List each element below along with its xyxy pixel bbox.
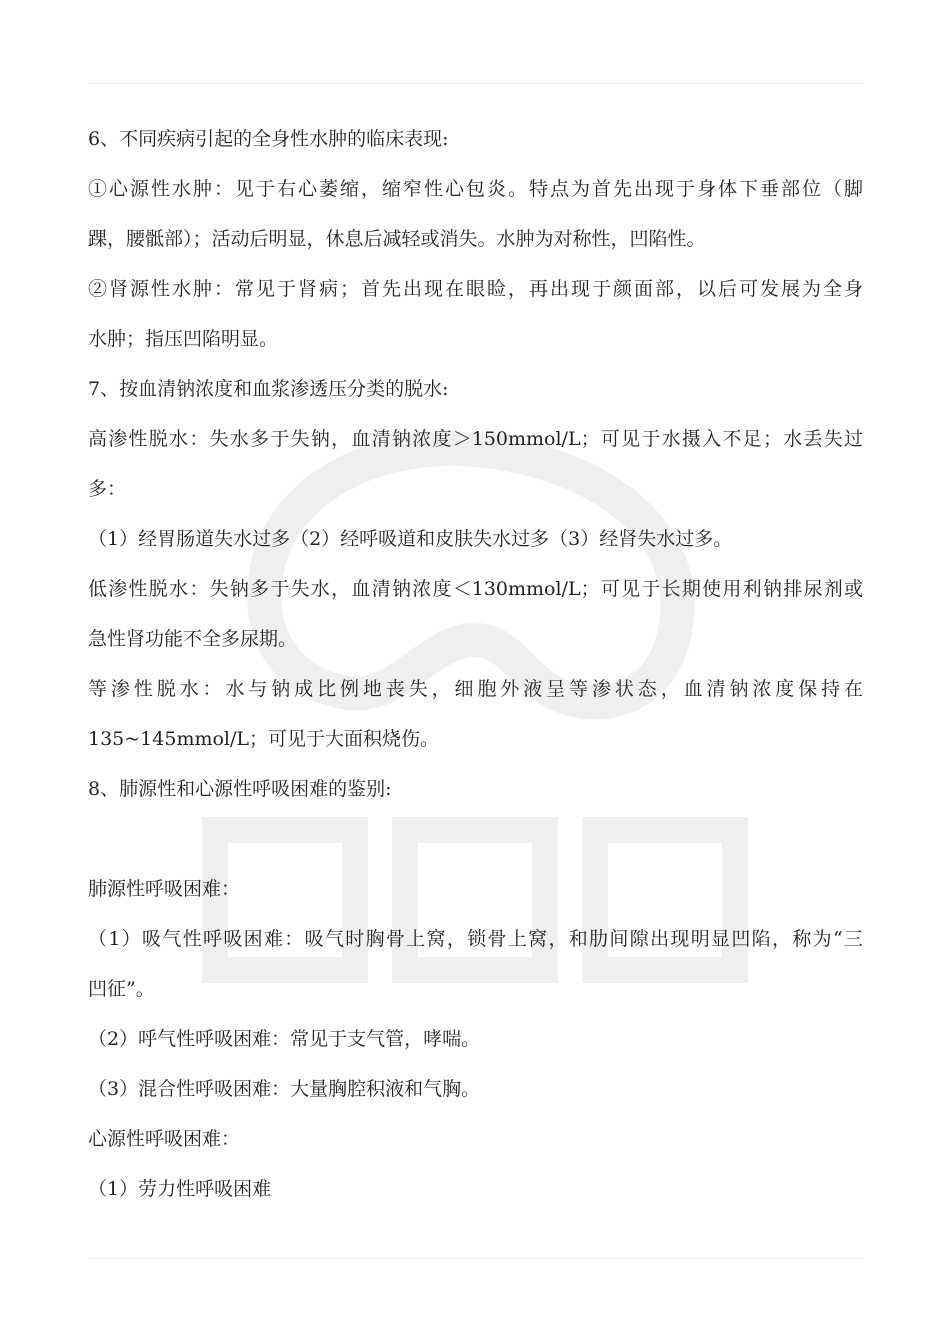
paragraph-line: （2）呼气性呼吸困难：常见于支气管，哮喘。	[88, 1028, 481, 1050]
heading-dyspnea: 8、肺源性和心源性呼吸困难的鉴别:	[88, 778, 392, 800]
paragraph-line: 水肿；指压凹陷明显。	[88, 328, 279, 350]
paragraph-line: 低渗性脱水：失钠多于失水，血清钠浓度＜130mmol/L；可见于长期使用利钠排尿剂或	[88, 578, 863, 600]
subheading-pulmonary: 肺源性呼吸困难：	[88, 878, 241, 900]
paragraph-line: 踝，腰骶部）；活动后明显，休息后减轻或消失。水肿为对称性，凹陷性。	[88, 228, 706, 250]
document-body	[88, 114, 863, 1214]
heading-dehydration: 7、按血清钠浓度和血浆渗透压分类的脱水:	[88, 378, 449, 400]
paragraph-line: ②肾源性水肿：常见于肾病；首先出现在眼睑，再出现于颜面部，以后可发展为全身	[88, 278, 863, 300]
heading-edema: 6、不同疾病引起的全身性水肿的临床表现:	[88, 128, 449, 150]
paragraph-line: （1）劳力性呼吸困难	[88, 1178, 272, 1200]
paragraph-line: 高渗性脱水：失水多于失钠，血清钠浓度＞150mmol/L；可见于水摄入不足；水丢失过	[88, 428, 863, 450]
paragraph-line: ①心源性水肿：见于右心萎缩，缩窄性心包炎。特点为首先出现于身体下垂部位（脚	[88, 178, 863, 200]
subheading-cardiac: 心源性呼吸困难：	[88, 1128, 241, 1150]
blank-line	[88, 814, 863, 864]
paragraph-line: 急性肾功能不全多尿期。	[88, 628, 298, 650]
paragraph-line: 凹征”。	[88, 978, 155, 1000]
paragraph-line: 等渗性脱水：水与钠成比例地丧失，细胞外液呈等渗状态，血清钠浓度保持在	[88, 678, 863, 700]
header-rule	[88, 83, 863, 84]
paragraph-line: 多：	[88, 478, 127, 500]
footer-rule	[88, 1258, 863, 1259]
paragraph-line: 135~145mmol/L；可见于大面积烧伤。	[88, 728, 440, 750]
paragraph-line: （3）混合性呼吸困难：大量胸腔积液和气胸。	[88, 1078, 481, 1100]
paragraph-line: （1）经胃肠道失水过多（2）经呼吸道和皮肤失水过多（3）经肾失水过多。	[88, 528, 733, 550]
paragraph-line: （1）吸气性呼吸困难：吸气时胸骨上窝，锁骨上窝，和肋间隙出现明显凹陷，称为“三	[88, 928, 863, 950]
